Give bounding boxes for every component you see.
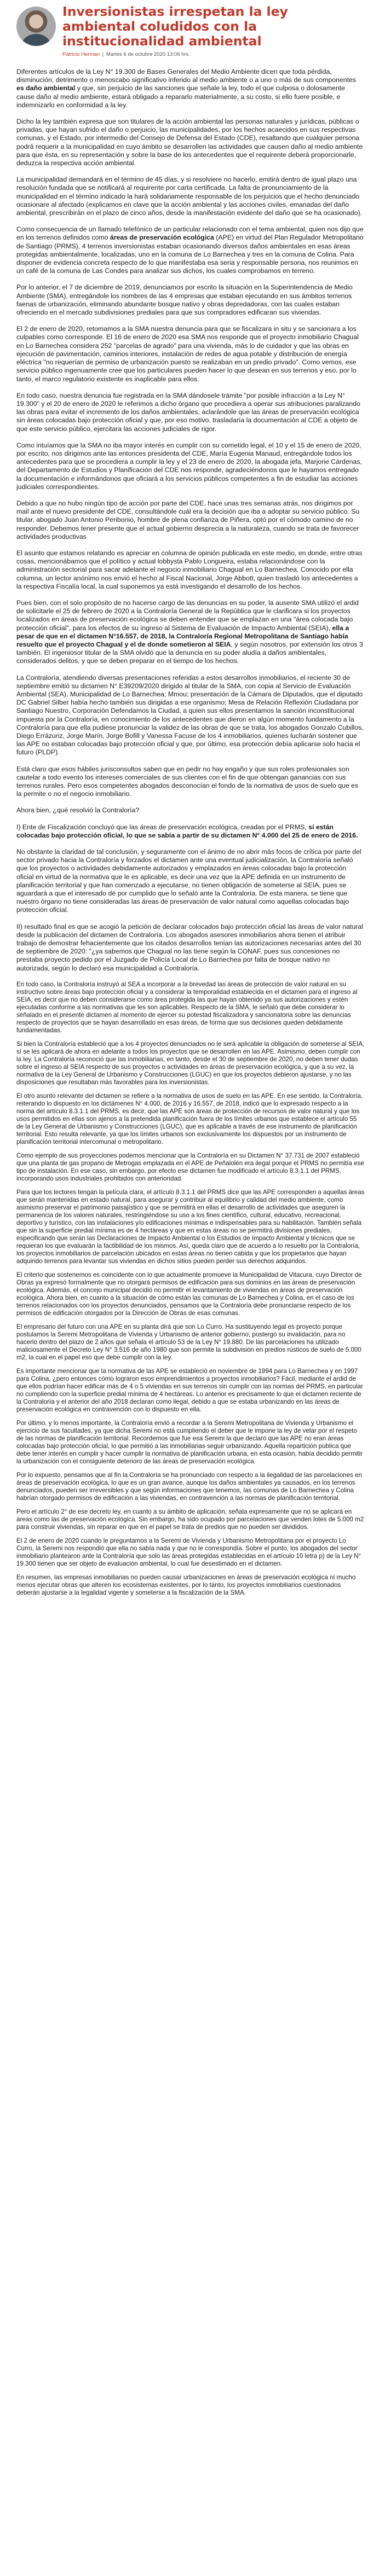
article-paragraph [16, 549, 365, 591]
paragraph-text-continued: y que, sin perjuicio de las sanciones que señale la ley, todo el que culposa o dolosamente cause daño al medio ambiente, estará obligado a repararlo materialmente, a su costo, si ello fuere posible, e indemnizarlo en conformidad a la ley. [16, 84, 345, 109]
paragraph-text-continued: (APE) en virtud del Plan Regulador Metropolitano de Santiago (PRMS), 4 terrenos inversionistas estaban ocasionando diversos daños ambientales en esas áreas protegidas ambientalmente, localizadas, uno en la comuna de Lo Barnechea y tres en la comuna de Colina. Para disponer de evidencia concreta respecto de lo que manifestaba esa seria y responsable persona, nos reunimos en un café de la comuna de Las Condes para analizar sus dichos, los cuales comprobamos en terreno. [16, 234, 364, 275]
annex-paragraph: Si bien la Contraloría estableció que a los 4 proyectos denunciados no le será aplicable la obligación de someterse al SEIA, sí se les aplicará de ahora en adelante a todos los proyectos que se desarrollen en las APE. Asimismo, deben cumplir con la ley. La Contraloría reconoció que las inmobiliarias, en tanto, desde el 30 de septiembre de 2020, no deben tener dudas sobre el ingreso al SEIA respecto de sus proyectos o actividades en áreas de preservación ecológica, y que a su vez, la normativa de la Ley General de Urbanismo y Construcciones (LGUC) en que los proyectos debieron ajustarse, y no las disposiciones que resultaban más favorables para los inversionistas. [16, 1040, 365, 1086]
paragraph-text: Diferentes artículos de la Ley N° 19.300 de Bases Generales del Medio Ambiente dicen que toda pérdida, disminución, detrimento o menoscabo significativo inferido al medio ambiente o a uno o más de sus componentes [16, 68, 356, 84]
article-paragraph [16, 923, 365, 973]
article-paragraph [16, 674, 365, 757]
paragraph-text: Dicho la ley también expresa que son titulares de la acción ambiental las personas naturales y jurídicas, públicas o privadas, que hayan sufrido el daño o perjuicio, las municipalidades, por los hechos acaecidos en sus respectivas comunas, y el Estado, por intermedio del Consejo de Defensa del Estado (CDE), resaltando que cualquier persona podrá requerir a la municipalidad en cuyo ámbito se desarrollen las actividades que causen daño al medio ambiente para que ésta, en su representación y sobre la base de los antecedentes que el requirente deberá proporcionarle, deduzca la respectiva acción ambiental. [16, 118, 363, 167]
article-paragraph [16, 176, 365, 217]
article-paragraph [16, 283, 365, 317]
annex-paragraph: El otro asunto relevante del dictamen se refiere a la normativa de usos de suelo en las APE. En ese sentido, la Contraloría, reiterando lo dispuesto en los dictámenes N° 4.000, de 2016 y 16.557, de 2018, indicó que lo expresado respecto a la norma del artículo 8.3.1.1 del PRMS, es decir, que las APE son áreas de protección de recursos de valor natural y que los usos permitidos en ellas son ajenos a la pretendida planificación fuera de los límites urbanos que establece el artículo 55 de la Ley General de Urbanismo y Construcciones (LGUC), que es aplicable a través de ese instrumento de planificación territorial. Esto resulta relevante, ya que los límites urbanos son exclusivamente los dispuestos por un instrumento de planificación territorial intercomunal o metropolitano. [16, 1092, 363, 1145]
article-paragraph [16, 225, 365, 275]
paragraph-text: Ahora bien, ¿qué resolvió la Contraloría? [16, 806, 140, 815]
author-link[interactable]: Patricio Herman [62, 51, 100, 57]
annex-paragraph: El 2 de enero de 2020 cuando le preguntamos a la Seremi de Vivienda y Urbanismo Metropolitana por el proyecto Lo Curro, la Seremi nos respondió que ella no sabía nada y que no le correspondía. Sobre el punto, los abogados del sector inmobiliario plantearon ante la Contraloría que solo las áreas protegidas establecidas en el artículo 10 letra p) de la Ley N° 19.300 tienen que ser objeto de evaluación ambiental, lo cual fue desestimado en el dictamen. [16, 1537, 361, 1567]
annex-paragraph: Por lo expuesto, pensamos que al fin la Contraloría se ha pronunciado con respecto a la ilegalidad de las parcelaciones en áreas de preservación ecológica, lo que es un gran avance, aunque los daños ambientales ya causados, en los terrenos denunciados, pueden ser irreversibles y que según informaciones que tenemos, las comunas de Lo Barnechea y Colina habrían otorgado permisos de edificación a las viviendas, en contravención a las normas de planificación territorial. [16, 1471, 362, 1502]
paragraph-text: En todo caso, nuestra denuncia fue registrada en la SMA dándosele trámite "por posible infracción a la Ley N° 19.300" y el 20 de enero de 2020 le referimos a dicho órgano que procediera a operar sus atribuciones paralizando las obras para evitar el incremento de los daños ambientales, aclarándole que las áreas de preservación ecológica sin áreas colocadas bajo protección oficial y que, por eso motivo, trasladaría la documentación al CDE a objeto de que este servicio público, ejercitara las acciones judiciales de rigor. [16, 391, 360, 433]
paragraph-text: La municipalidad demandará en el término de 45 días, y si resolviere no hacerlo, emitirá dentro de igual plazo una resolución fundada que se notificará al requirente por carta certificada. La falta de pronunciamiento de la municipalidad en el término indicado la hará solidariamente responsable de los perjuicios que el hecho denunciado ocasionare al afectado (explicamos en clave que la acción ambiental y las acciones civiles, emanadas del daño ambiental, prescribirán en el plazo de cinco años, desde la manifestación evidente del daño que se ha ocasionado). [16, 176, 362, 217]
paragraph-emphasis: áreas de preservación ecológica [110, 234, 214, 242]
annex-paragraph: En resumen, las empresas inmobiliarias no pueden causar urbanizaciones en áreas de preservación ecológica ni mucho menos ejecutar obras que alteren los ecosistemas existentes, por lo tanto, los proyectos inmobiliarios cuestionados deberán ajustarse a la legalidad vigente y someterse a la fiscalización de la SMA. [16, 1573, 356, 1596]
annex-paragraph: Pero el artículo 2° de ese decreto ley, en cuanto a su ámbito de aplicación, señala expresamente que no se aplicará en áreas como las de preservación ecológica. Sin embargo, ha sido ocupado por parcelaciones que venden lotes de 5.000 m2 para construir viviendas, sin reparar en que en el papel se trata de predios que no pueden ser divididos. [16, 1508, 364, 1531]
paragraph-text: Por lo anterior, el 7 de diciembre de 2019, denunciamos por escrito la situación en la Superintendencia de Medio Ambiente (SMA), entregándole los nombres de las 4 empresas que estaban ejecutando en sus ámbitos terrenos faenas de urbanización, eliminando abundante bosque nativo y obras depredadoras, con las cuales estaban ofreciendo en el mercado subdivisiones prediales para que sus compradores edificaran sus viviendas. [16, 283, 353, 317]
article-body [16, 68, 365, 973]
byline-separator: | [102, 51, 104, 57]
article-paragraph [16, 765, 365, 799]
paragraph-emphasis: es daño ambiental [16, 84, 76, 92]
paragraph-text: Como consecuencia de un llamado telefónico de un particular relacionado con el tema ambiental, quien nos dijo que en los terrenos definidos como [16, 225, 364, 242]
annex-paragraph: En todo caso, la Contraloría instruyó al SEA a incorporar a la brevedad las áreas de protección de valor natural en su instructivo sobre áreas bajo protección oficial y a considerar la temporalidad establecida en el dictamen para el ingreso al SEIA, es decir que no deben considerarse como área protegida las que hayan obtenido ya sus autorizaciones y estén ejecutadas conforme a las normativas que les son aplicables. Respecto de la SMA, le señaló que debe considerar lo señalado en el presente dictamen al momento de ejercer su potestad fiscalizadora y sancionatoria sobre las denuncias respecto de proyectos que se hayan desarrollado en esas áreas, de forma que sus decisiones queden debidamente fundamentadas. [16, 980, 358, 1034]
annex-paragraph: Para que los lectores tengan la película clara, el artículo 8.3.1.1 del PRMS dice que las APE corresponden a aquellas áreas que serán mantenidas en estado natural, para asegurar y contribuir al equilibrio y calidad del medio ambiente, como asimismo preservar el patrimonio paisajístico y que se permitirá en ellas el desarrollo de actividades que aseguren la permanencia de los valores naturales, restringiéndose su uso a los fines científico, cultural, educativo, recreacional, deportivo y turístico, con las instalaciones y/o edificaciones mínimas e indispensables para su habilitación. También señala que sin la superficie predial mínima es de 4 hectáreas y que en estas áreas no se permitirá divisiones prediales, especificando que serán las Declaraciones de Impacto Ambiental o los Estudios de Impacto Ambiental y técnicos que se requieran los que evaluarán la factibilidad de los mismos. Así, queda claro que de acuerdo a lo resuelto por la Contraloría, los proyectos inmobiliarios de parcelación ubicados en estas áreas no tienen cabida y que los propietarios que hayan adquirido terrenos para levantar sus viviendas en dichos sitios pueden perder sus derechos adquiridos. [16, 1188, 365, 1265]
paragraph-text: El asunto que estamos relatando es apreciar en columna de opinión publicada en este medio, en donde, entre otras cosas, mencionábamos que el político y actual lobbysta Pablo Longueira, estaba relacionándose con la administración sectorial para sacar adelante el negocio inmobiliario Chagual en Lo Barnechea. Conocido por ella columna, un lector anónimo nos envió el hecho al Fiscal Nacional, Jorge Abbott, quien trasladó los antecedentes a la respectiva Fiscalía local, la cual suponemos ya está investigando el desarrollo de los hechos. [16, 549, 363, 590]
article-paragraph [16, 599, 365, 666]
paragraph-emphasis: ella a pesar de que en el dictamen N°16.557, de 2018, la Contraloría Regional Metropolitana de Santiago había resuelto que el proyecto Chagual y el de donde sometieron al SEIA [16, 624, 349, 648]
paragraph-text: Pues bien, con el solo propósito de no hacerse cargo de las denuncias en su poder, la ausente SMA utilizó el ardid de solicitarle el 25 de febrero de 2020 a la Contraloría General de la República que le clarificara si los proyectos localizados en áreas de preservación ecológica se deben entender que se emplazan en una "área colocada bajo protección oficial", para los efectos de su ingreso al Sistema de Evaluación de Impacto Ambiental (SEIA), [16, 598, 359, 632]
paragraph-text: I) Ente de Fiscalización concluyó que las áreas de preservación ecológica, creadas por el PRMS, [16, 823, 309, 831]
paragraph-text: Está claro que esos hábiles jurisconsultos saben que en pedir no hay engaño y que sus roles profesionales son cautelar a todo evento los intereses comerciales de sus clientes con el fin de que obtengan ganancias con sus terrenos rurales. Pero esos competentes abogados desconocían el fondo de la normativa de usos de suelo que es la permite o no el negocio inmobiliario. [16, 765, 359, 798]
paragraph-emphasis: sí están colocadas bajo protección oficial, lo que se sabía a partir de su dictamen N° 4.000 del 25 de enero de 2016. [16, 823, 358, 839]
article-paragraph [16, 325, 365, 383]
article-title: Inversionistas irrespetan la ley ambiental coludidos con la institucionalidad ambiental [62, 4, 288, 49]
annex-paragraph: Por último, y lo menos importante, la Contraloría envió a recordar a la Seremi Metropolitana de Vivienda y Urbanismo el ejercicio de sus facultades, ya que dicha Seremi no está cumpliendo el deber que le impone la ley de velar por el respeto de las normas de planificación territorial. Recordemos que fue esa Seremi la que declaró que las APE no eran áreas colocadas bajo protección oficial, lo que permitió a las inmobiliarias seguir urbanizando. Aquella repartición publica que debe tener interés en cumplir y hacer cumplir la normativa de planificación urbana, en esta ocasión, había decidido permitir la urbanización con el consiguiente deterioro de las áreas de preservación ecológica. [16, 1419, 363, 1465]
article-paragraph [16, 848, 365, 915]
article-paragraph [16, 441, 365, 491]
paragraph-text: La Contraloría, atendiendo diversas presentaciones referidas a estos desarrollos inmobiliarios, el reciente 30 de septiembre emitió su dictamen N° E39209/2020 dirigido al titular de la SMA, con copia al Servicio de Evaluación Ambiental (SEA), Municipalidad de Lo Barnechea; Mmou; presentación de la Cámara de Diputados, que el diputado DC Gabriel Silber había hecho también sus dirigidas a ese organismo; Mesa de Relación Reflexión Ciudadana por Santiago Nuestro, Corporación Defendamos la Ciudad, a quien sus ellos presentamos la sanción inconstitucional impuesta por la Contraloría, en conocimiento de los antecedentes que dieron en algún momento fundamento a la Contraloría para que ella pudiese pronunciar la validez de las obras de que se trata, los abogados Gonzalo Cubillos, Diego Errázuriz, Jorge Marín, Jorge Bofill y Vanessa Facuse de los 4 inmobiliarios, quienes lucharán sostener que las APE no estaban colocadas bajo protección oficial y que, por último, esa protección debía aplicarse solo hacia el futuro (PLDP). [16, 673, 364, 757]
paragraph-text: II) resultado final es que se acogió la petición de declarar colocados bajo protección oficial las áreas de valor natural desde la publicación del dictamen de Contraloría. Los abogados asesores inmobiliarios ahora tienen el atribuir trabajo de demostrar fehacientemente que los citados desarrollos tenían las autorizaciones necesarias antes del 30 de septiembre de 2020: "¿ya sabemos que Chagual no las tiene según la CONAF, pues sus concesiones no prestaba proyecto pedido por el Juzgado de Policía Local de Lo Barnechea por falta de bosque nativo no autorizada, según lo declaró esa municipalidad a Contraloría. [16, 922, 363, 972]
article-paragraph [16, 392, 365, 433]
article-paragraph [16, 823, 365, 840]
article-header [16, 4, 365, 68]
article-header-text [62, 4, 365, 57]
annex-paragraph: El criterio que sostenemos es coincidente con lo que actualmente promueve la Municipalidad de Vitacura, cuyo Director de Obras ya expresó formalmente que no otorgará permisos de edificación para sus dominios en las áreas de preservación ecológica. Además, el concejo municipal decidió no permitir el levantamiento de viviendas en áreas de preservación ecológica. Ahora bien, en cuanto a la situación de cómo están las comunas de Lo Barnechea y Colina, en el caso de los terrenos relacionados con los proyectos denunciados, pensamos que la Contraloría debe pronunciarse respecto de los permisos de edificación otorgados por la Dirección de Obras de esas comunas. [16, 1271, 362, 1317]
paragraph-text: Debido a que no hubo ningún tipo de acción por parte del CDE, hace unas tres semanas atrás, nos dirigimos por mail ante el nuevo presidente del CDE, consultándole cuál era la decisión que iba a adoptar su servicio público. Su titular, abogado Juan Antonio Peribonio, hombre de plena confianza de Piñera, optó por el cómodo camino de no responder. Debemos tener presente que el actual gobierno desprecia a la naturaleza, cuando se trata de favorecer actividades productivas [16, 499, 360, 540]
annex-paragraph: El empresario del futuro con una APE en su planta dirá que son Lo Curro. Ha sustituyendo legal es proyecto porque postulamos la Seremi Metropolitana de Vivienda y Urbanismo de anterior gobierno, postergó su invalidación, para no hacerlo dentro del plazo de 2 años que señala el artículo 53 de la Ley N° 19.880. De las parcelaciones ha utilizado maliciosamente el Decreto Ley N° 3.516 de año 1980 que son permite la subdivisión en predios rústicos de suelo de 5.000 m2, la cual en el papel eso que debe cumplir con la ley. [16, 1323, 361, 1361]
annex-paragraph: Es importante mencionar que la normativa de las APE se estableció en noviembre de 1994 para Lo Barnechea y en 1997 para Colina, ¿pero entonces cómo lograron esos emprendimientos a proyectos inmobiliarios? Fácil, mediante el ardid de que ellos podrían hacer edificar más de 4 o 5 viviendas en sus terrenos sin cumplir con las normas del PRMS, en particular no cumpliendo con la superficie predial mínima de 4 hectáreas. Lo anterior es precisamente lo que el dictamen reciente de la Contraloría y el anterior del año 2018 declaran como ilegal, debido a que se estaba urbanizando en las áreas de preservación ecológica en contravención con lo dispuesto en ella. [16, 1367, 363, 1413]
paragraph-text: No obstante la claridad de tal conclusión, y seguramente con el ánimo de no abrir más focos de crítica por parte del sector privado hacia la Contraloría y forzados el dictamen ante una eventual judicialización, la Contraloría señaló que los proyectos o actividades debidamente autorizados y emplazados en áreas colocadas bajo la protección oficial en virtud de la normativa que le es aplicable, es decir una vez que la APE definida en un instrumento de planificación territorial y que han comenzado a ejecutarse, no tienen obligación de someterse al SEIA, pues se aguardará a que el interesado dé por cumplido que lo señaló ante la Contraloría. De esta manera, se tiene que nuestro órgano no tiene consideradas las áreas de preservación de valor natural como aquellas colocadas bajo protección oficial. [16, 848, 361, 914]
article-paragraph [16, 118, 365, 167]
article-paragraph [16, 68, 365, 109]
article-byline [62, 51, 365, 57]
author-avatar[interactable] [16, 7, 56, 46]
paragraph-text: El 2 de enero de 2020, retomamos a la SMA nuestra denuncia para que se fiscalizara in situ y se sancionara a los culpables como corresponde. El 16 de enero de 2020 esa SMA nos responde que el proyecto inmobiliario Chagual en Lo Barnechea considera 252 "parcelas de agrado" para una vivienda, más lo de cuidador y que las obras en ejecución de pavimentación, caminos interiores, instalación de redes de agua potable y distribución de energía eléctrica "no requerían de permiso de urbanización puesto se realizaban en un predio privado". Como vemos, ese servicio público ingenuamente cree que los particulares pueden hacer lo que desean en sus terrenos y eso, por lo tanto, el marco regulatorio existente es inaplicable para ellos. [16, 325, 359, 383]
annex-paragraph: Como ejemplo de sus proyecciones podemos mencionar que la Contraloría en su Dictamen N° 37.731 de 2007 estableció que una planta de gas propano de Metrogas emplazada en el APE de Peñalolén era ilegal porque el PRMS no permitía ese tipo de instalación. En ese caso, sin embargo, por efecto ese dictamen fue modificado el artículo 8.3.1.1 del PRMS, incorporando usos industriales prohibidos con anterioridad. [16, 1152, 364, 1182]
article-paragraph [16, 806, 365, 815]
article-annex [16, 981, 365, 1597]
paragraph-text: Como intuíamos que la SMA no iba mayor interés en cumplir con su cometido legal, el 10 y el 15 de enero de 2020, por escrito, nos dirigimos ante las entonces presidenta del CDE, María Eugenia Manaud, entregándole todos los antecedentes para que se procediera a cumplir la ley y el 23 de enero de 2020, la abogada jefa, Marjorie Cárdenas, del Departamento de Estudios y Planificación del CDE nos responde, agradeciéndonos que le hayamos entregado la documentación e informándonos que oficiará a los servicios públicos competentes a fin de estudiar las acciones judiciales correspondientes. [16, 441, 362, 491]
publish-date: Martes 6 de octubre 2020 13:06 hrs. [106, 51, 191, 57]
article-paragraph [16, 499, 365, 541]
paragraph-text-continued: , y según nosotros, por extensión los otros 3 también. El ingeniosor titular de la SMA olvidó que la denuncia en su poder aludía a daños ambientales, considerados delitos, y que se deben preparar en el tiempo de los hechos. [16, 640, 363, 665]
